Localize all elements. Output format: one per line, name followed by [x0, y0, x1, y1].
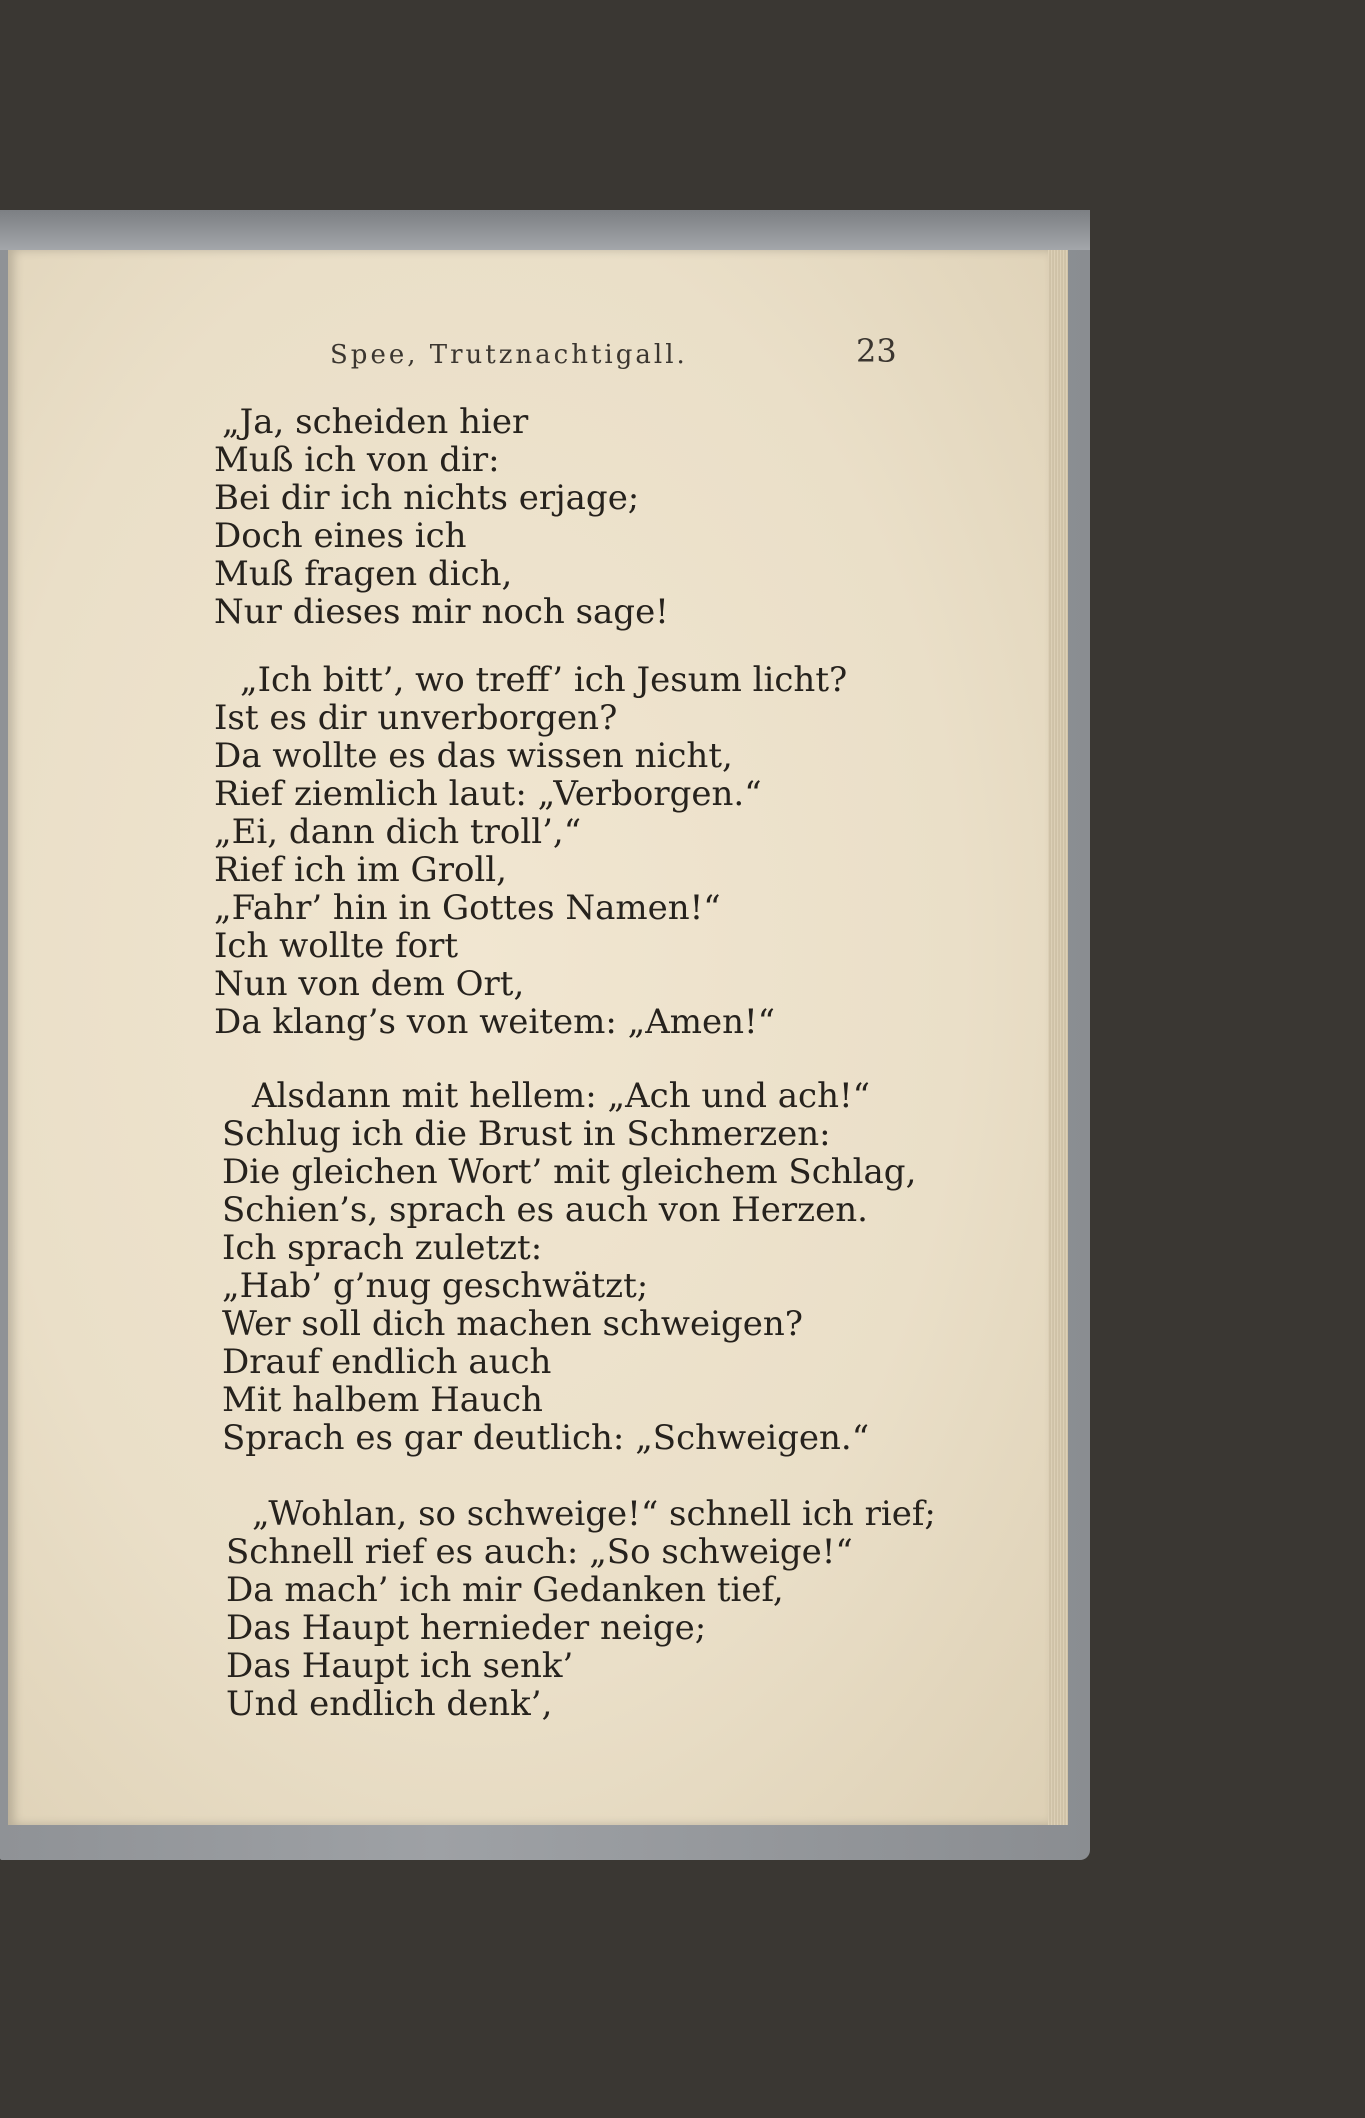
verse-line: Das Haupt ich senk’	[226, 1646, 574, 1686]
verse-line: „Ja, scheiden hier	[222, 402, 529, 442]
verse-line: Da klang’s von weitem: „Amen!“	[214, 1002, 776, 1042]
verse-line: Drauf endlich auch	[222, 1342, 552, 1382]
page-number: 23	[856, 332, 897, 370]
verse-line: Nun von dem Ort,	[214, 964, 525, 1004]
verse-line: Nur dieses mir noch sage!	[214, 592, 669, 632]
verse-line: „Ei, dann dich troll’,“	[214, 812, 582, 852]
verse-line: „Hab’ g’nug geschwätzt;	[222, 1266, 649, 1306]
book-cover-top-edge	[0, 210, 1090, 250]
verse-line: Muß fragen dich,	[214, 554, 513, 594]
verse-line: Wer soll dich machen schweigen?	[222, 1304, 803, 1344]
verse-line: Ich sprach zuletzt:	[222, 1228, 543, 1268]
verse-line: Alsdann mit hellem: „Ach und ach!“	[252, 1076, 871, 1116]
verse-line: Das Haupt hernieder neige;	[226, 1608, 707, 1648]
verse-line: „Wohlan, so schweige!“ schnell ich rief;	[252, 1494, 936, 1534]
verse-line: Muß ich von dir:	[214, 440, 500, 480]
verse-line: Schnell rief es auch: „So schweige!“	[226, 1532, 853, 1572]
verse-line: Da wollte es das wissen nicht,	[214, 736, 733, 776]
verse-line: Schien’s, sprach es auch von Herzen.	[222, 1190, 868, 1230]
verse-line: „Fahr’ hin in Gottes Namen!“	[214, 888, 721, 928]
verse-line: Ist es dir unverborgen?	[214, 698, 618, 738]
running-head: Spee, Trutznachtigall.	[330, 340, 688, 370]
verse-line: Bei dir ich nichts erjage;	[214, 478, 640, 518]
verse-line: Ich wollte fort	[214, 926, 459, 966]
verse-line: Und endlich denk’,	[226, 1684, 553, 1724]
verse-line: Rief ziemlich laut: „Verborgen.“	[214, 774, 762, 814]
verse-line: Rief ich im Groll,	[214, 850, 507, 890]
verse-line: Doch eines ich	[214, 516, 467, 556]
verse-line: Sprach es gar deutlich: „Schweigen.“	[222, 1418, 870, 1458]
verse-line: Mit halbem Hauch	[222, 1380, 543, 1420]
verse-line: Da mach’ ich mir Gedanken tief,	[226, 1570, 784, 1610]
verse-line: Schlug ich die Brust in Schmerzen:	[222, 1114, 831, 1154]
verse-line: Die gleichen Wort’ mit gleichem Schlag,	[222, 1152, 917, 1192]
verse-line: „Ich bitt’, wo treff’ ich Jesum licht?	[240, 660, 848, 700]
